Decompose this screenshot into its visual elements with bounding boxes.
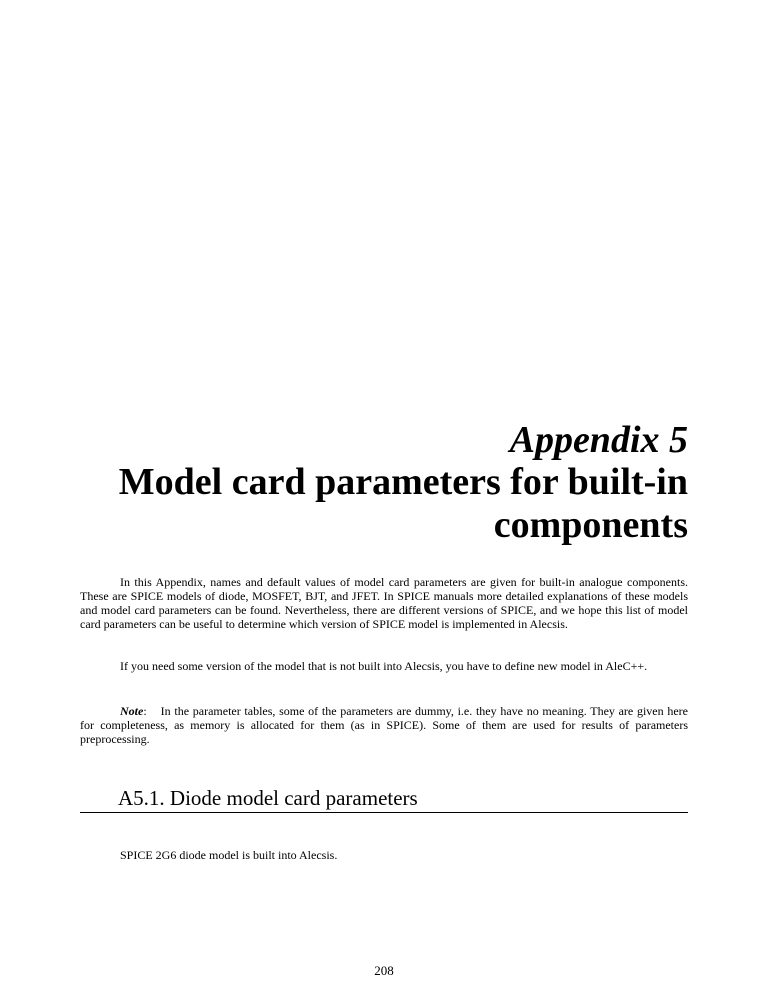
model-paragraph-text: If you need some version of the model that is not built into Alecsis, you have to define new model in AleC++. [120,659,648,673]
intro-paragraph [80,575,688,631]
intro-paragraph-text: In this Appendix, names and default values of model card parameters are given for built-in analogue components. These are SPICE models of diode, MOSFET, BJT, and JFET. In SPICE manuals more detailed explanations of these models and model card parameters can be found. Nevertheless, there are different versions of SPICE, and we hope this list of model card parameters can be useful to determine which version of SPICE model is implemented in Alecsis. [80,575,688,631]
section-heading: A5.1. Diode model card parameters [118,786,418,810]
model-paragraph [80,659,688,673]
note-paragraph [80,704,688,746]
section-divider [80,812,688,813]
note-text: In the parameter tables, some of the parameters are dummy, i.e. they have no meaning. They are given here for completeness, as memory is allocated for them (as in SPICE). Some of them are used for results of parameters preprocessing. [80,704,688,746]
section-paragraph: SPICE 2G6 diode model is built into Alecsis. [120,848,338,862]
note-colon: : [143,704,147,718]
note-label: Note [120,704,144,718]
chapter-title: Model card parameters for built-in components [118,461,688,546]
appendix-label: Appendix 5 [509,419,688,461]
page-number: 208 [374,963,394,978]
